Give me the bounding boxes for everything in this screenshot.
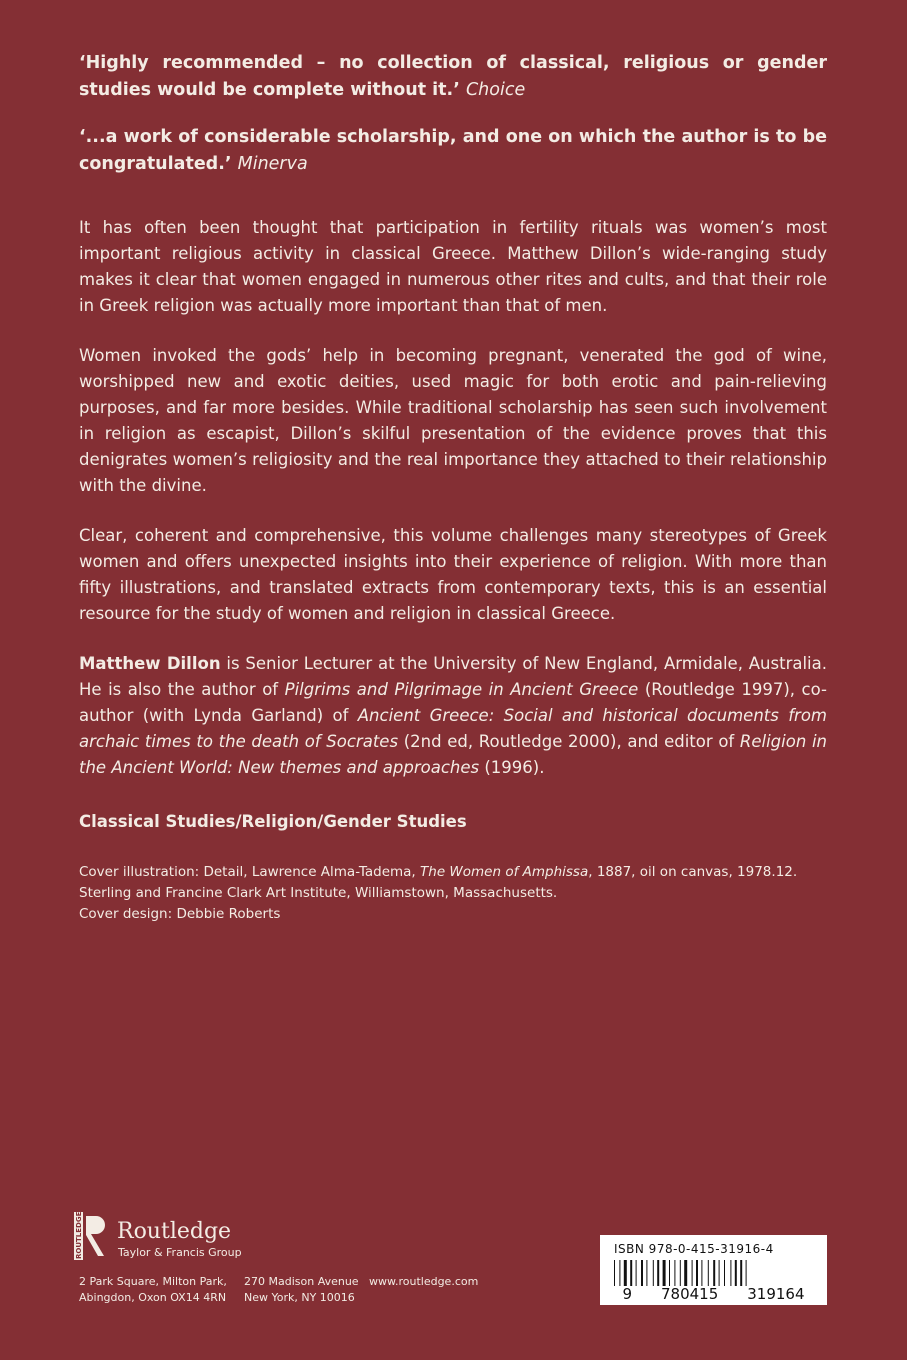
subject-category: Classical Studies/Religion/Gender Studies: [79, 812, 467, 831]
address-line: 270 Madison Avenue: [244, 1275, 359, 1288]
website-text: www.routledge.com: [369, 1275, 479, 1288]
publisher-website: [369, 1274, 478, 1290]
artwork-title: The Women of Amphissa: [420, 864, 589, 880]
quote-source: Minerva: [237, 154, 308, 174]
publisher-group: Taylor & Francis Group: [118, 1246, 242, 1259]
description-paragraph-1: [79, 215, 827, 319]
cover-credits: [79, 862, 827, 925]
author-bio: [79, 651, 827, 781]
description-paragraph-2: [79, 343, 827, 499]
credit-line: Sterling and Francine Clark Art Institute, Williamstown, Massachusetts.: [79, 885, 558, 901]
credit-text: Cover illustration: Detail, Lawrence Alma-Tadema,: [79, 864, 421, 880]
review-quote-1: [79, 50, 827, 104]
logo-vertical-label: ROUTLEDGE: [75, 1211, 83, 1259]
barcode-digit-group: 780415: [661, 1285, 719, 1303]
description-paragraph-3: [79, 523, 827, 627]
barcode-digit-group: 9: [622, 1285, 633, 1303]
paragraph-text: Clear, coherent and comprehensive, this volume challenges many stereotypes of Greek women and offers unexpected insights into their experience of religion. With more than fifty illustrations, and translated extracts from contemporary texts, this is an essential resource for the study of women and religion in classical Greece.: [79, 526, 827, 623]
barcode-digits: [600, 1285, 827, 1303]
bio-text: (2nd ed, Routledge 2000), and editor of: [398, 732, 740, 751]
barcode-icon: [614, 1260, 814, 1286]
routledge-logo-mark-icon: [62, 1210, 262, 1265]
paragraph-text: It has often been thought that participation in fertility rituals was women’s most important religious activity in classical Greece. Matthew Dillon’s wide-ranging study makes it clear that women engaged in numerous other rites and cults, and that their role in Greek religion was actually more important than that of men.: [79, 218, 827, 315]
uk-address: [79, 1274, 227, 1306]
isbn-barcode: [600, 1235, 827, 1305]
barcode-digit-group: 319164: [747, 1285, 805, 1303]
bio-text: (Routledge 1997), co-author (with Lynda Garland) of: [79, 680, 827, 725]
credit-text: , 1887, oil on canvas, 1978.12.: [588, 864, 798, 880]
paragraph-text: Women invoked the gods’ help in becoming pregnant, venerated the god of wine, worshipped new and exotic deities, used magic for both erotic and pain-relieving purposes, and far more besides. While traditional scholarship has seen such involvement in religion as escapist, Dillon’s skilful presentation of the evidence proves that this denigrates women’s religiosity and the real importance they attached to their relationship with the divine.: [79, 346, 827, 495]
routledge-logo: [62, 1210, 262, 1265]
publisher-name: Routledge: [117, 1219, 232, 1244]
book-title: Pilgrims and Pilgrimage in Ancient Greece: [284, 680, 639, 699]
us-address: [244, 1274, 359, 1306]
credit-line: Cover design: Debbie Roberts: [79, 906, 281, 922]
address-line: Abingdon, Oxon OX14 4RN: [79, 1291, 227, 1304]
bio-text: (1996).: [479, 758, 545, 777]
address-line: 2 Park Square, Milton Park,: [79, 1275, 227, 1288]
book-title: Ancient Greece: Social and historical documents from archaic times to the death of Socrates: [79, 706, 827, 751]
bio-text: is Senior Lecturer at the University of New England, Armidale, Australia. He is also the author of: [79, 654, 827, 699]
book-title: Religion in the Ancient World: New themes and approaches: [79, 732, 827, 777]
review-quote-2: [79, 124, 827, 178]
author-name: Matthew Dillon: [79, 654, 221, 673]
quote-text: ‘Highly recommended – no collection of classical, religious or gender studies would be complete without it.’: [79, 53, 827, 100]
isbn-number: ISBN 978-0-415-31916-4: [614, 1242, 774, 1256]
quote-source: Choice: [465, 80, 526, 100]
address-line: New York, NY 10016: [244, 1291, 355, 1304]
quote-text: ‘...a work of considerable scholarship, and one on which the author is to be congratulated.’: [79, 127, 827, 174]
